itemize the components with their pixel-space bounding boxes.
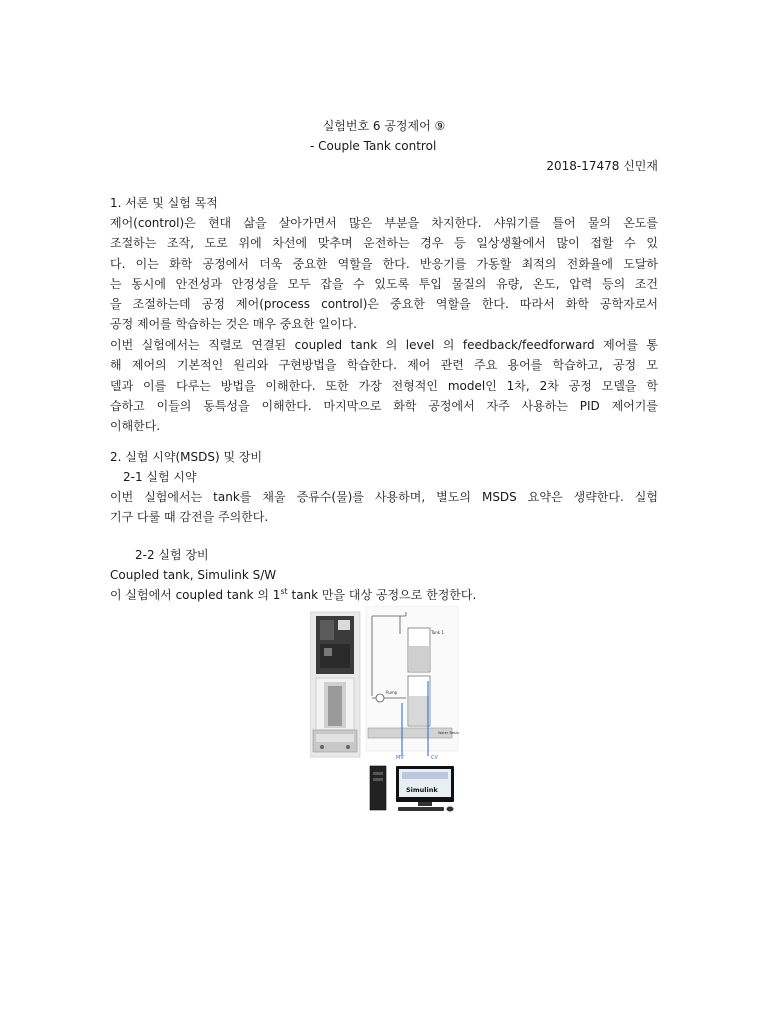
computer-illustration [370, 766, 454, 812]
text-line: 해 제어의 기본적인 원리와 구현방법을 학습한다. 제어 관련 주요 용어를 학습하고, 공정 모 [110, 358, 658, 373]
section2-heading: 2. 실험 시약(MSDS) 및 장비 [110, 450, 263, 464]
text-line: 기구 다룰 때 감전을 주의한다. [110, 510, 269, 525]
text-line: 델과 이를 다루는 방법을 이해한다. 또한 가장 전형적인 model인 1차, 2차 공정 모델을 학 [110, 378, 658, 393]
coupled-tank-figure [310, 606, 460, 816]
cv-label: CV [431, 755, 438, 761]
equipment-list: Coupled tank, Simulink S/W [110, 568, 277, 582]
scope-statement [110, 585, 658, 606]
section1-paragraph1 [110, 213, 658, 335]
scope-text-pre: 이 실험에서 coupled tank 의 1 [110, 588, 281, 602]
text-line: 조절하는 조작, 도로 위에 차선에 맞추며 운전하는 경우 등 일상생활에서 많이 접할 수 있 [110, 236, 658, 251]
subsection-2-1-text [110, 487, 658, 528]
tank-label: Tank 1 [431, 630, 444, 635]
section1-paragraph2 [110, 335, 658, 436]
document-title: 실험번호 6 공정제어 ⑨ [322, 119, 446, 133]
text-line: 다. 이는 화학 공정에서 더욱 중요한 역할을 한다. 반응기를 가동할 최적의 전화율에 도달하 [110, 256, 658, 271]
document-subtitle: - Couple Tank control [310, 139, 437, 153]
mv-label: MV [396, 755, 404, 761]
subsection-2-2-heading: 2-2 실험 장비 [135, 548, 209, 562]
section1-heading: 1. 서론 및 실험 목적 [110, 196, 218, 210]
scope-superscript: st [280, 587, 288, 596]
reservoir-label: Water Basin [438, 731, 460, 735]
apparatus-photo [310, 612, 360, 757]
text-line: 는 동시에 안전성과 안정성을 모두 잡을 수 있도록 투입 물질의 유량, 온도, 압력 등의 조건 [110, 276, 658, 291]
text-line: 이번 실험에서는 직렬로 연결된 coupled tank 의 level 의 feedback/feedforward 제어를 통 [110, 338, 658, 352]
scope-text-post: tank 만을 대상 공정으로 한정한다. [287, 588, 477, 602]
pump-label: Pump [386, 690, 398, 695]
text-line: 이번 실험에서는 tank를 채울 증류수(물)를 사용하며, 별도의 MSDS 요약은 생략한다. 실험 [110, 490, 658, 504]
text-line: 제어(control)은 현대 삶을 살아가면서 많은 부분을 차지한다. 샤워기를 틀어 물의 온도를 [110, 216, 658, 230]
text-line: 을 조절하는데 공정 제어(process control)은 중요한 역할을 한다. 따라서 화학 공학자로서 [110, 297, 658, 312]
simulink-label: Simulink [406, 786, 438, 794]
text-line: 습하고 이들의 동특성을 이해한다. 마지막으로 화학 공정에서 자주 사용하는 PID 제어기를 [110, 398, 658, 413]
text-line: 이해한다. [110, 419, 161, 434]
process-schematic [366, 606, 459, 761]
subsection-2-1-heading: 2-1 실험 시약 [123, 470, 197, 484]
author-line: 2018-17478 신민재 [546, 159, 658, 173]
text-line: 공정 제어를 학습하는 것은 매우 중요한 일이다. [110, 317, 357, 332]
